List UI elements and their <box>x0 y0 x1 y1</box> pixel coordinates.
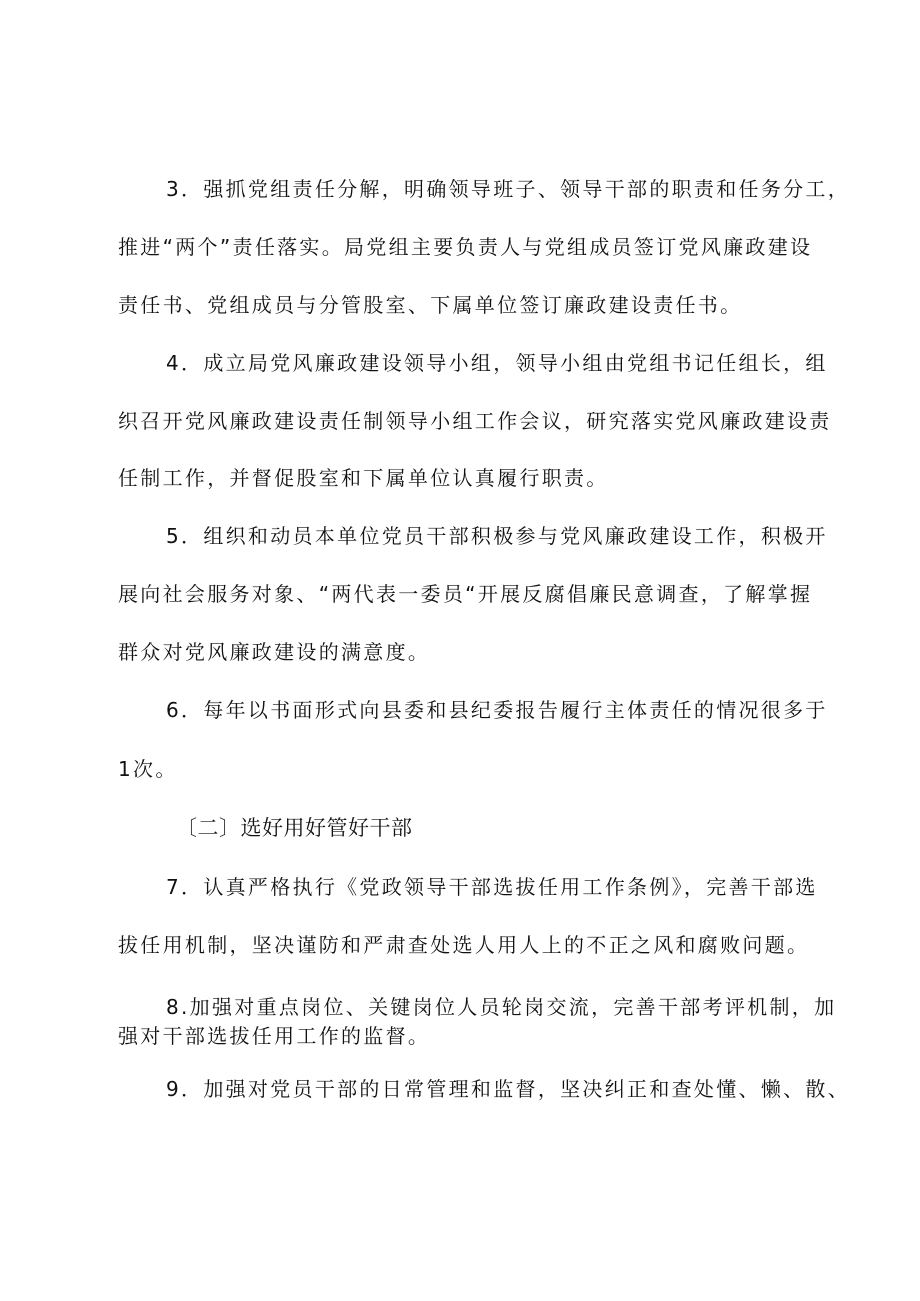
text-line: 1次。 <box>118 757 178 781</box>
text-line: 推进“两个”责任落实。局党组主要负责人与党组成员签订党风廉政建设 <box>118 235 813 259</box>
text-line: 强对干部选拔任用工作的监督。 <box>118 1024 431 1048</box>
text-line: 6．每年以书面形式向县委和县纪委报告履行主体责任的情况很多于 <box>166 698 828 722</box>
text-line: 拔任用机制，坚决谨防和严肃查处选人用人上的不正之风和腐败问题。 <box>118 933 810 957</box>
text-line: 9．加强对党员干部的日常管理和监督，坚决纠正和查处懂、懒、散、 <box>166 1077 851 1101</box>
text-line: 织召开党风廉政建设责任制领导小组工作会议，研究落实党风廉政建设责 <box>118 409 832 433</box>
text-line: 7．认真严格执行《党政领导干部选拔任用工作条例》，完善干部选 <box>166 875 818 899</box>
text-line: 责任书、党组成员与分管股室、下属单位签订廉政建设责任书。 <box>118 293 743 317</box>
section-heading: 〔二〕选好用好管好干部 <box>176 816 413 840</box>
text-line: 群众对党风廉政建设的满意度。 <box>118 640 431 664</box>
text-line: 3．强抓党组责任分解，明确领导班子、领导干部的职责和任务分工， <box>166 177 851 201</box>
text-line: 展向社会服务对象、“两代表一委员“开展反腐倡廉民意调查，了解掌握 <box>118 582 813 606</box>
text-line: 任制工作，并督促股室和下属单位认真履行职责。 <box>118 466 609 490</box>
text-line: 8.加强对重点岗位、关键岗位人员轮岗交流，完善干部考评机制，加 <box>166 995 837 1019</box>
text-line: 4．成立局党风廉政建设领导小组，领导小组由党组书记任组长，组 <box>166 351 828 375</box>
text-line: 5．组织和动员本单位党员干部积极参与党风廉政建设工作，积极开 <box>166 524 828 548</box>
